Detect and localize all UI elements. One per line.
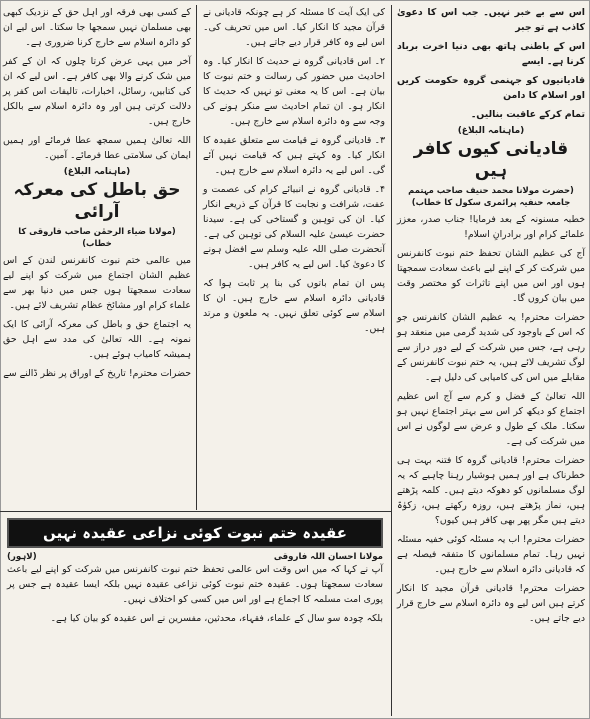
middle-column xyxy=(199,5,389,505)
source-tagline: (ماہنامہ البلاغ) xyxy=(63,167,131,177)
article-paragraph: حضرات محترم! تاریخ کے اوراق پر نظر ڈالنے سے xyxy=(3,368,191,379)
article-banner: عقیدہ ختم نبوت کوئی نزاعی عقیدہ نہیں xyxy=(7,518,383,548)
author-location: (لاہور) xyxy=(7,552,37,562)
left-column xyxy=(0,5,195,505)
article-paragraph: بلکہ چودہ سو سال کے علماء، فقہاء، محدثین، مفسرین نے اس عقیدہ کو بیان کیا ہے۔ xyxy=(50,613,383,624)
article-paragraph: حضرات محترم! قادیانی گروہ کا فتنہ بہت ہی خطرناک ہے اور ہمیں ہوشیار رہنا چاہیے کہ یہ لوگ مسلمانوں کو دھوکہ دیتے ہیں۔ کلمہ پڑھتے ہیں، نماز پڑھتے ہیں، روزہ رکھتے ہیں، زکوٰۃ دیتے ہیں مگر پھر بھی کافر ہیں کیوں؟ xyxy=(397,455,585,526)
article-headline: قادیانی کیوں کافر ہیں xyxy=(413,139,569,181)
article-paragraph: آپ نے کہا کہ میں اس وقت اس عالمی تحفظ ختم نبوت کانفرنس میں شرکت کو اپنے لیے باعث سعادت سمجھتا ہوں۔ عقیدہ ختم نبوت کوئی نزاعی عقیدہ نہیں بلکہ ایسا عقیدہ ہے جس پر پوری امت مسلمہ کا اجماع ہے اور اس میں کسی کو اختلاف نہیں۔ xyxy=(7,564,383,605)
author-name: مولانا احسان اللہ فاروقی xyxy=(273,552,383,562)
article-paragraph: اللہ تعالیٰ ہمیں سمجھ عطا فرمائے اور ہمیں ایمان کی سلامتی عطا فرمائے۔ آمین۔ xyxy=(3,135,191,161)
intro-line: اس سے بے خبر نہیں۔ جب اس کا دعویٰ کاذب ہے تو جبر xyxy=(397,7,585,33)
article-paragraph: یہ اجتماع حق و باطل کی معرکہ آرائی کا ایک نمونہ ہے۔ اللہ تعالیٰ کی مدد سے اہل حق ہمیشہ کامیاب ہوئے ہیں۔ xyxy=(3,319,191,360)
article-byline: (مولانا ضیاء الرحمٰن صاحب فاروقی کا خطاب) xyxy=(18,226,176,248)
article-paragraph: آج کی عظیم الشان تحفظ ختم نبوت کانفرنس میں شرکت کر کے اپنے لیے باعث سعادت سمجھتا ہوں اور اس میں اپنے تاثرات کو مختصر وقت میں بیان کروں گا۔ xyxy=(397,248,585,304)
article-byline: (حضرت مولانا محمد حنیف صاحب مہتمم جامعہ حنفیہ پرائمری سکول کا خطاب) xyxy=(408,185,574,207)
article-paragraph: ۳۔ قادیانی گروہ نے قیامت سے متعلق عقیدہ کا انکار کیا۔ وہ کہتے ہیں کہ قیامت نہیں آئے گی۔ اس لیے یہ دائرہ اسلام سے خارج ہیں۔ xyxy=(203,135,385,176)
article-paragraph: میں عالمی ختم نبوت کانفرنس لندن کے اس عظیم الشان اجتماع میں شرکت کو اپنے لیے سعادت سمجھتا ہوں جس میں دنیا بھر سے علماء کرام اور مشائخ عظام تشریف لائے ہیں۔ xyxy=(3,255,191,311)
article-paragraph: ۲۔ اس قادیانی گروہ نے حدیث کا انکار کیا۔ وہ احادیث میں حضور کی رسالت و ختم نبوت کا بیان ہے۔ اس کا یہ معنی تو نہیں کہ حدیث کا انکار ہو۔ ان تمام احادیث سے منکر ہونے کی وجہ سے وہ دائرہ اسلام سے خارج ہیں۔ xyxy=(203,56,385,127)
article-byline xyxy=(0,552,391,562)
article-body xyxy=(0,562,391,626)
article-paragraph: اللہ تعالیٰ کے فضل و کرم سے آج اس عظیم اجتماع کو دیکھ کر اس سے بہتر اجتماع نہیں ہو سکتا۔ ملک کے طول و عرض سے لوگوں نے اس میں شرکت کی ہے۔ xyxy=(397,391,585,447)
source-tagline: (ماہنامہ البلاغ) xyxy=(457,126,525,136)
right-column xyxy=(393,5,589,716)
article-paragraph: حضرات محترم! اب یہ مسئلہ کوئی خفیہ مسئلہ نہیں رہا۔ تمام مسلمانوں کا متفقہ فیصلہ ہے کہ قادیانی دائرہ اسلام سے خارج ہیں۔ xyxy=(397,534,585,575)
article-paragraph: کے کسی بھی فرقہ اور اہل حق کے نزدیک کبھی بھی مسلمان نہیں سمجھا جا سکتا۔ اس لیے ان کو دائرہ اسلام سے خارج کرنا ضروری ہے۔ xyxy=(3,7,191,48)
article-paragraph: آخر میں یہی عرض کرتا چلوں کہ ان کے کفر میں شک کرنے والا بھی کافر ہے۔ اس لیے کہ ان کی کتابیں، رسائل، اخبارات، تالیفات اس کفر پر دلالت کرتی ہیں اور وہ دائرہ اسلام سے بالکل خارج ہیں۔ xyxy=(3,56,191,127)
article-paragraph: خطبہ مسنونہ کے بعد فرمایا! جناب صدر، معزز علمائے کرام اور برادرانِ اسلام! xyxy=(397,214,585,240)
article-headline: حق باطل کی معرکہ آرائی xyxy=(13,180,181,222)
article-paragraph: ۴۔ قادیانی گروہ نے انبیائے کرام کی عصمت و عفت، شرافت و نجابت کا قرآن کے ذریعے انکار کیا۔ ان کی توہین و گستاخی کی ہے۔ سیدنا حضرت عیسیٰ علیہ السلام کی توہین کی ہے۔ آنحضرت صلی اللہ علیہ وسلم سے افضل ہونے کا دعویٰ کیا۔ اس لیے یہ کافر ہیں۔ xyxy=(203,184,385,270)
column-divider xyxy=(391,5,392,716)
intro-line: اس کے باطنی ہاتھ بھی دنیا اخرت برباد کرنا ہے۔ ایسے xyxy=(397,41,585,67)
column-divider xyxy=(196,5,197,510)
article-paragraph: حضرات محترم! یہ عظیم الشان کانفرنس جو کہ اس کے باوجود کی شدید گرمی میں منعقد ہو رہی ہے، جس میں شرکت کے لیے دور دراز سے لوگ تشریف لائے ہیں، یہ ختم نبوت کانفرنس کے مقابلے میں اس کی کامیابی کی دلیل ہے۔ xyxy=(396,312,585,383)
article-paragraph: حضرات محترم! قادیانی قرآن مجید کا انکار کرتے ہیں اس لیے وہ دائرہ اسلام سے خارج قرار دیے جاتے ہیں۔ xyxy=(397,583,585,624)
intro-line: تمام کرکے عاقبت بنالیں۔ xyxy=(470,109,585,120)
intro-line: قادیانیوں کو جہنمی گروہ حکومت کریں اور اسلام کا دامن xyxy=(397,75,585,101)
article-paragraph: کی ایک آیت کا مسئلہ کر ہے چونکہ قادیانی نے قرآن مجید کا انکار کیا۔ اس میں تحریف کی۔ اس لیے وہ کافر قرار دیے جاتے ہیں۔ xyxy=(203,7,385,48)
article-paragraph: پس ان تمام باتوں کی بنا پر ثابت ہوا کہ قادیانی دائرہ اسلام سے خارج ہیں۔ ان کا اسلام سے کوئی تعلق نہیں۔ یہ ملعون و مرتد ہیں۔ xyxy=(203,278,385,334)
bottom-article-box xyxy=(0,511,391,716)
